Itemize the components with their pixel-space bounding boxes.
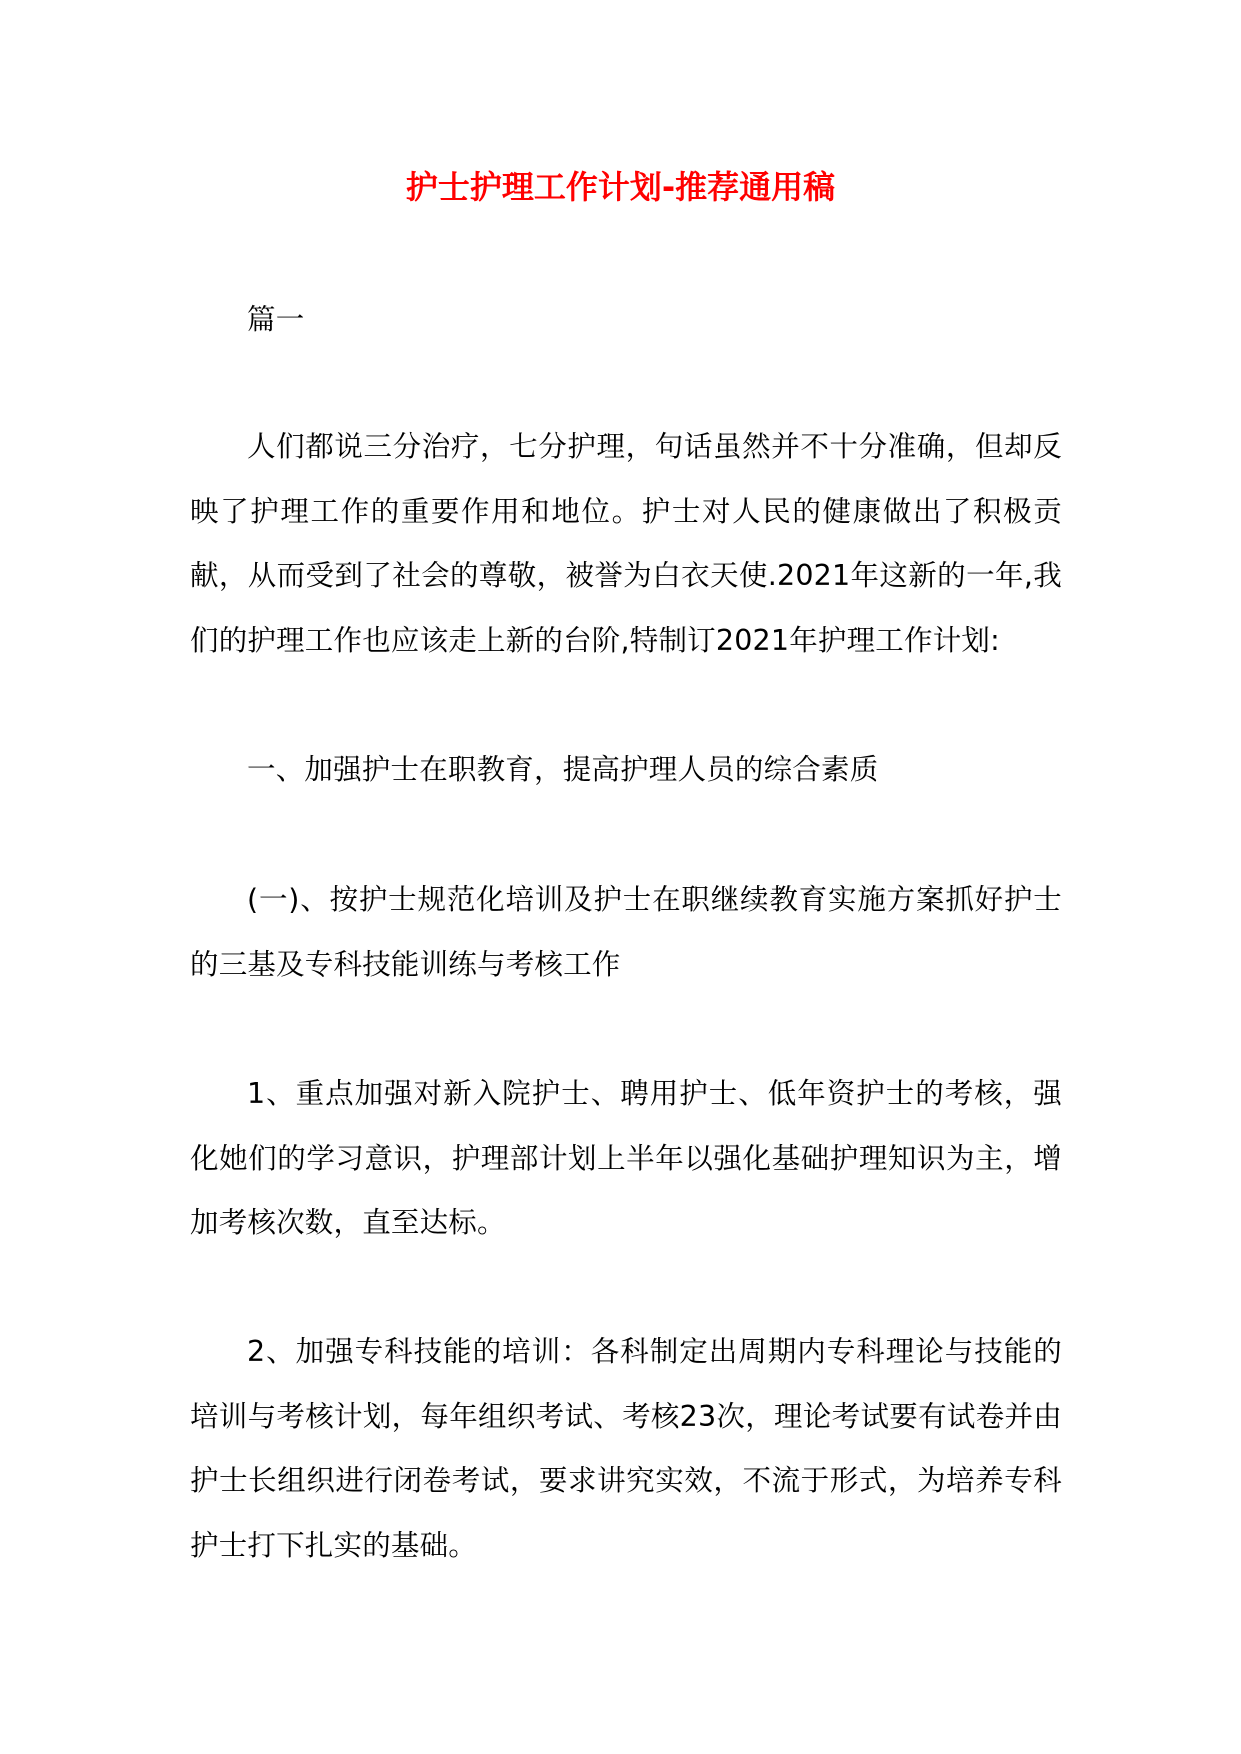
section-heading-1: 一、加强护士在职教育，提高护理人员的综合素质 [247,753,879,786]
subsection-paragraph-1: (一)、按护士规范化培训及护士在职继续教育实施方案抓好护士的三基及专科技能训练与考核工作 [190,883,1062,981]
part-heading: 篇一 [247,303,305,336]
list-item-1: 1、重点加强对新入院护士、聘用护士、低年资护士的考核，强化她们的学习意识，护理部计划上半年以强化基础护理知识为主，增加考核次数，直至达标。 [190,1077,1062,1239]
intro-paragraph: 人们都说三分治疗，七分护理，句话虽然并不十分准确，但却反映了护理工作的重要作用和地位。护士对人民的健康做出了积极贡献，从而受到了社会的尊敬，被誉为白衣天使.2021年这新的一年,我们的护理工作也应该走上新的台阶,特制订2021年护理工作计划: [190,430,1062,657]
document-title: 护士护理工作计划-推荐通用稿 [405,168,836,206]
list-item-2: 2、加强专科技能的培训：各科制定出周期内专科理论与技能的培训与考核计划，每年组织考试、考核23次，理论考试要有试卷并由护士长组织进行闭卷考试，要求讲究实效，不流于形式，为培养专科护士打下扎实的基础。 [190,1335,1062,1562]
